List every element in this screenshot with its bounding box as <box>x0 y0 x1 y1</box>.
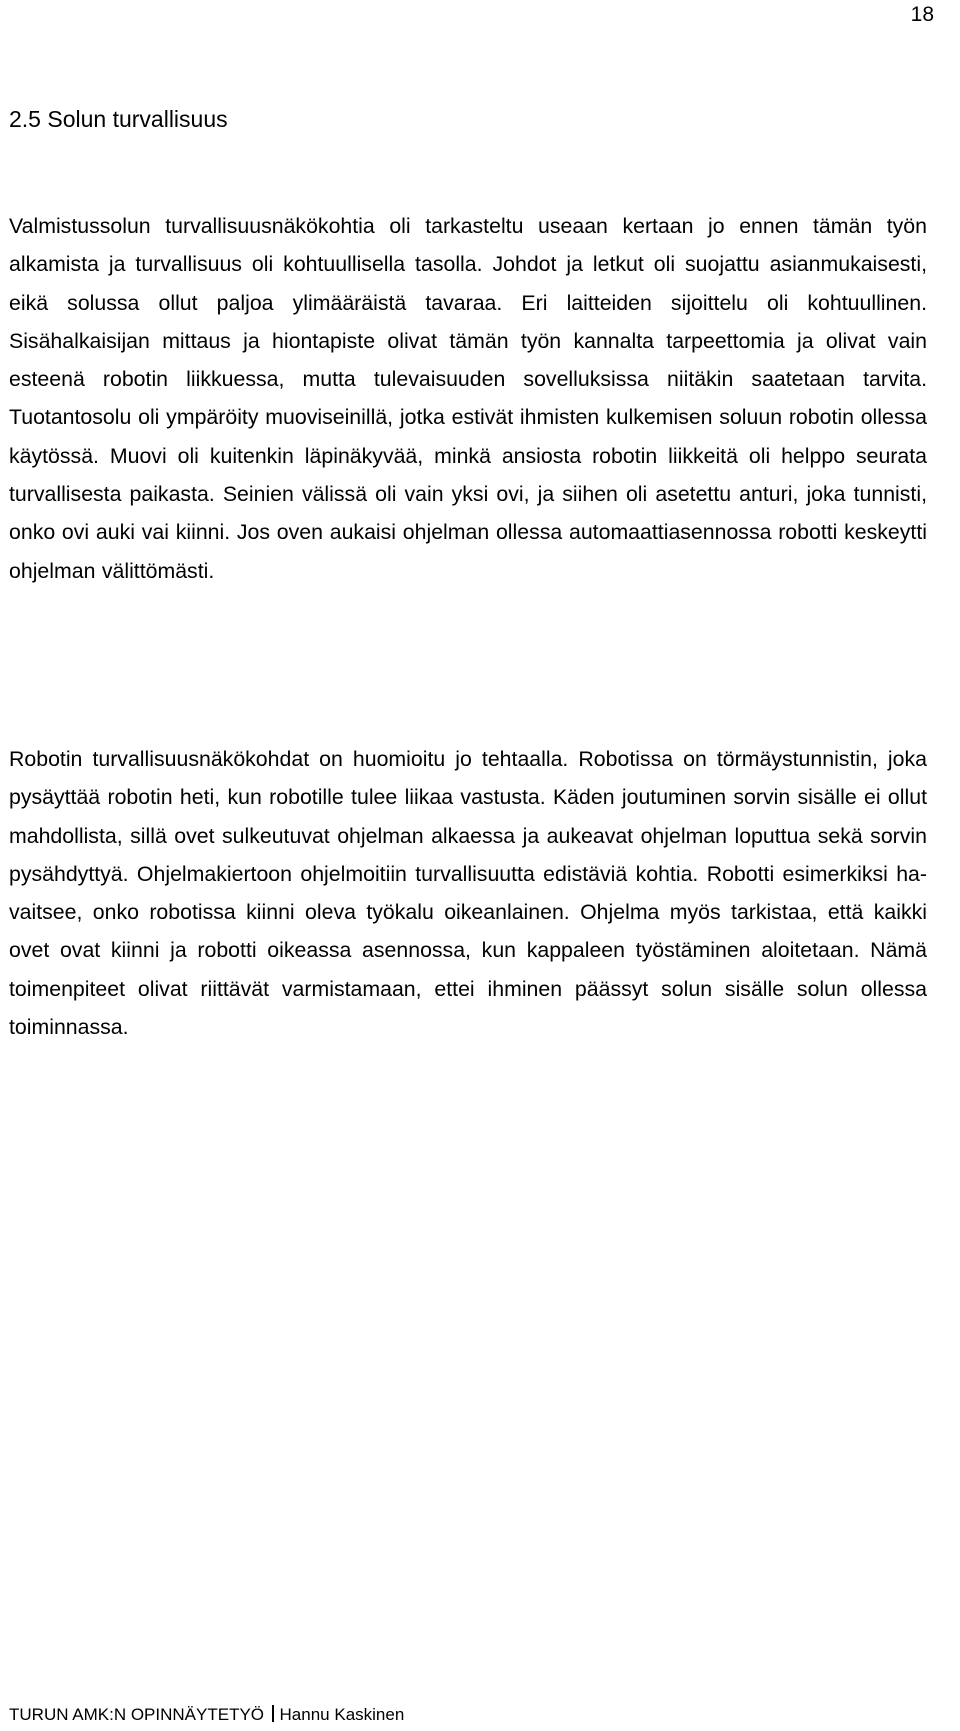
footer-author: Hannu Kaskinen <box>279 1705 405 1724</box>
footer-institution: TURUN AMK:N OPINNÄYTETYÖ <box>9 1705 265 1724</box>
footer-separator <box>272 1705 274 1722</box>
page-number: 18 <box>910 3 934 26</box>
body-paragraph-1: Valmistussolun turvallisuusnäkökohtia oli tarkasteltu useaan kertaan jo ennen tämän työn alkamista ja turvallisuus oli kohtuullisella tasolla. Johdot ja letkut oli suojattu asianmukaisesti, eikä solussa ollut paljoa ylimääräistä tavaraa. Eri laitteiden sijoittelu oli kohtuullinen. Sisähalkaisijan mittaus ja hiontapiste olivat tämän työn kannalta tarpeettomia ja olivat vain esteenä robotin liikkuessa, mutta tulevaisuuden sovelluksissa niitäkin saatetaan tarvita. Tuotantosolu oli ympäröity muoviseinillä, jotka estivät ihmisten kulkemisen soluun robotin ollessa käytössä. Muovi oli kuitenkin läpinäkyvää, minkä ansiosta robotin liikkeitä oli helppo seurata turvallisesta paikasta. Seinien välissä oli vain yksi ovi, ja siihen oli asetettu anturi, joka tunnisti, onko ovi auki vai kiinni. Jos oven aukaisi ohjelman ollessa automaattiasennossa robotti keskeytti ohjelman välittömästi. <box>9 214 927 583</box>
page-footer <box>9 1705 404 1723</box>
section-heading: 2.5 Solun turvallisuus <box>9 106 228 132</box>
body-paragraph-2: Robotin turvallisuusnäkökohdat on huomioitu jo tehtaalla. Robotissa on törmäystunnistin, joka pysäyttää robotin heti, kun robotille tulee liikaa vastusta. Käden joutuminen sorvin sisälle ei ollut mahdollista, sillä ovet sulkeutuvat ohjelman alkaessa ja aukeavat ohjelman loputtua sekä sorvin pysähdyttyä. Ohjelmakiertoon ohjelmoitiin turvallisuutta edistäviä kohtia. Robotti esimerkiksi havaitsee, onko robotissa kiinni oleva työkalu oikeanlainen. Ohjelma myös tarkistaa, että kaikki ovet ovat kiinni ja robotti oikeassa asennossa, kun kappaleen työstäminen aloitetaan. Nämä toimenpiteet olivat riittävät varmistamaan, ettei ihminen päässyt solun sisälle solun ollessa toiminnassa. <box>9 747 927 1040</box>
